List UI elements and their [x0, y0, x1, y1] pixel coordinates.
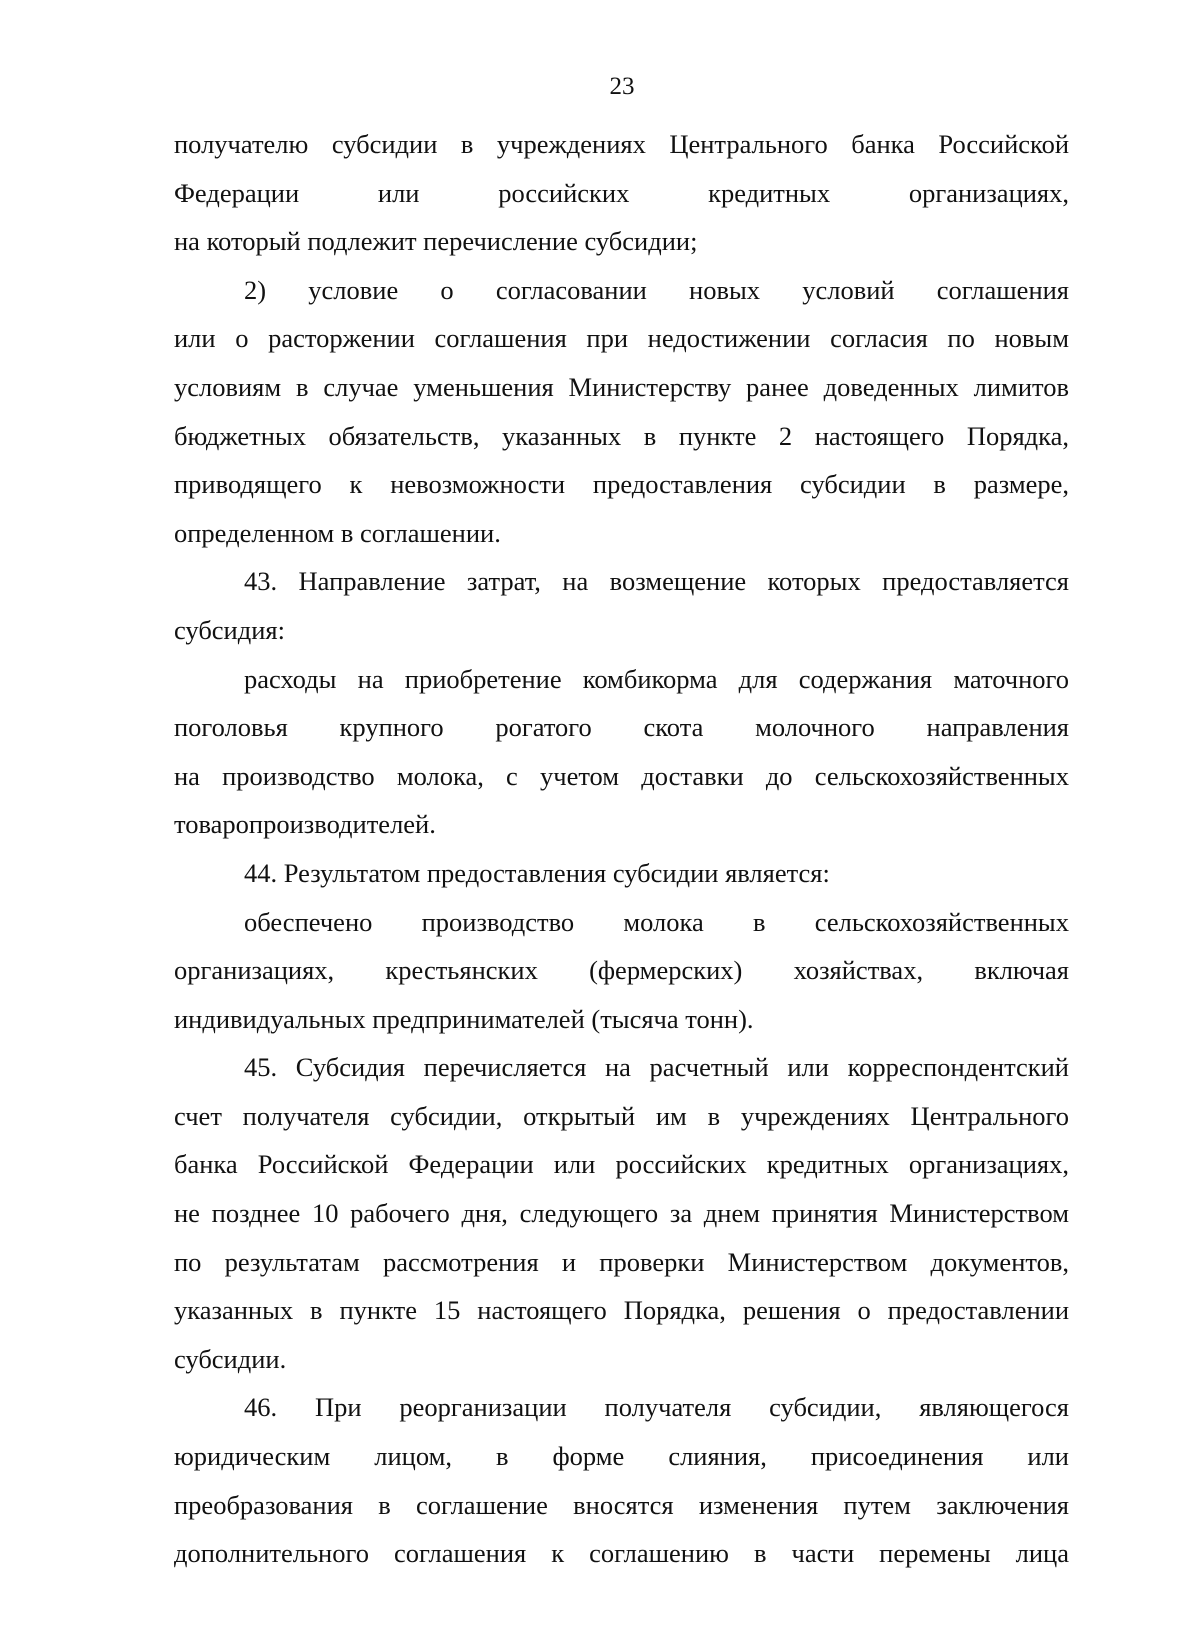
text-line: 43. Направление затрат, на возмещение которых предоставляется	[244, 566, 1069, 597]
text-line: приводящего к невозможности предоставления субсидии в размере,	[174, 469, 1069, 500]
text-line: товаропроизводителей.	[174, 809, 436, 840]
text-line: организациях, крестьянских (фермерских) хозяйствах, включая	[174, 955, 1069, 986]
text-line: субсидии.	[174, 1343, 287, 1374]
text-line: по результатам рассмотрения и проверки Министерством документов,	[174, 1246, 1069, 1277]
text-line: указанных в пункте 15 настоящего Порядка, решения о предоставлении	[174, 1295, 1069, 1326]
text-line: на производство молока, с учетом доставки до сельскохозяйственных	[174, 760, 1069, 791]
text-line: счет получателя субсидии, открытый им в учреждениях Центрального	[174, 1100, 1069, 1131]
text-line: расходы на приобретение комбикорма для содержания маточного	[244, 663, 1069, 694]
text-line: дополнительного соглашения к соглашению в части перемены лица	[174, 1538, 1069, 1569]
text-line: не позднее 10 рабочего дня, следующего за днем принятия Министерством	[174, 1198, 1069, 1229]
text-line: обеспечено производство молока в сельскохозяйственных	[244, 906, 1069, 937]
text-line: Федерации или российских кредитных организациях,	[174, 177, 1069, 208]
text-line: условиям в случае уменьшения Министерству ранее доведенных лимитов	[174, 371, 1069, 402]
document-body	[174, 120, 1069, 1578]
text-line: преобразования в соглашение вносятся изменения путем заключения	[174, 1489, 1069, 1520]
text-line: юридическим лицом, в форме слияния, присоединения или	[174, 1441, 1069, 1472]
text-line: индивидуальных предпринимателей (тысяча тонн).	[174, 1003, 754, 1034]
text-line: 44. Результатом предоставления субсидии является:	[244, 857, 830, 888]
page-number: 23	[609, 73, 635, 100]
text-line: бюджетных обязательств, указанных в пункте 2 настоящего Порядка,	[174, 420, 1069, 451]
text-line: банка Российской Федерации или российских кредитных организациях,	[174, 1149, 1069, 1180]
text-line: 45. Субсидия перечисляется на расчетный или корреспондентский	[244, 1052, 1069, 1083]
text-line: получателю субсидии в учреждениях Центрального банка Российской	[174, 129, 1069, 159]
text-line: 46. При реорганизации получателя субсидии, являющегося	[244, 1392, 1069, 1423]
text-line: субсидия:	[174, 614, 285, 645]
text-line: определенном в соглашении.	[174, 517, 501, 548]
text-line: или о расторжении соглашения при недостижении согласия по новым	[174, 323, 1069, 354]
text-line: на который подлежит перечисление субсидии;	[174, 226, 698, 257]
text-line: 2) условие о согласовании новых условий соглашения	[244, 274, 1069, 305]
text-line: поголовья крупного рогатого скота молочного направления	[174, 712, 1069, 743]
